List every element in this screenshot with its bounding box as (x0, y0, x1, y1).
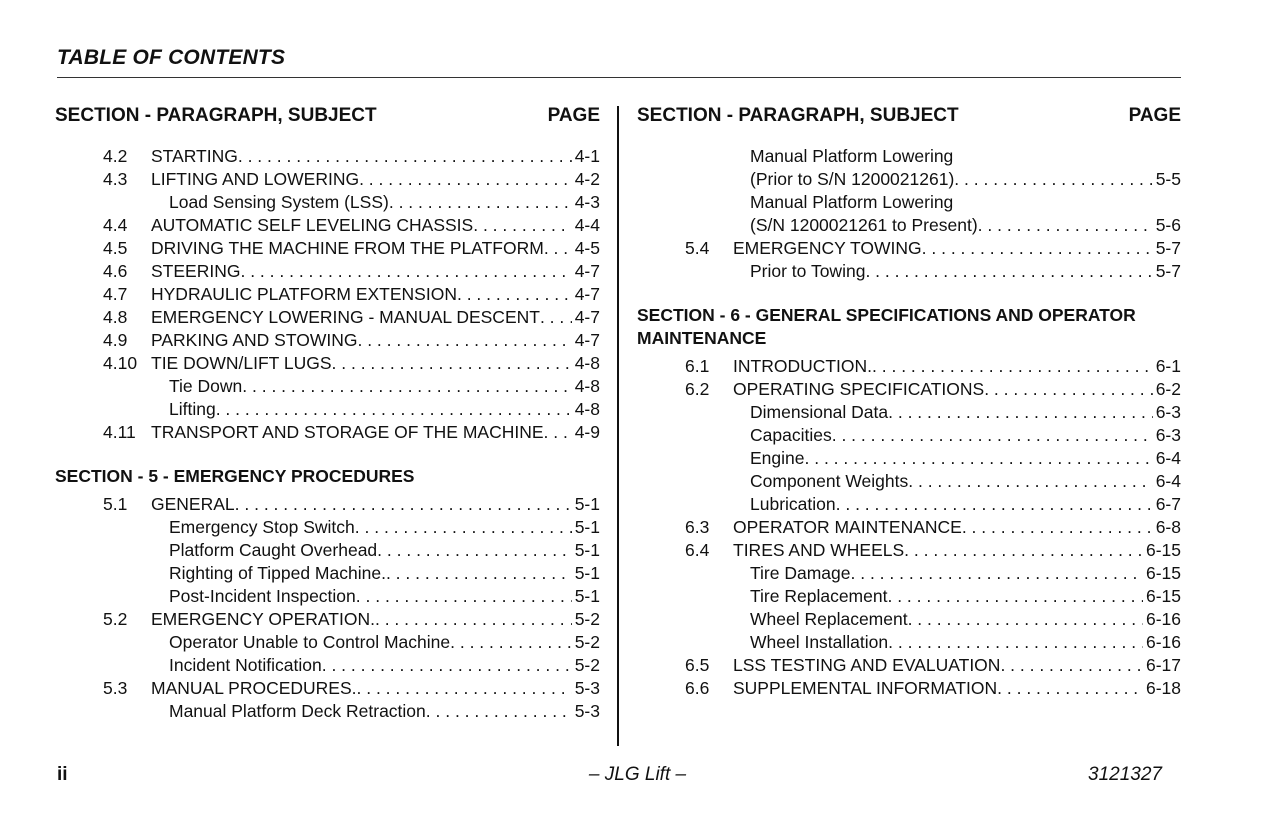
entry-page: 5-1 (574, 540, 600, 560)
dot-leader (978, 214, 1153, 237)
entry-number: 6.3 (685, 517, 710, 537)
entry-number: 6.5 (685, 655, 710, 675)
entry-subject: Platform Caught Overhead (169, 540, 378, 560)
entry-subject: Emergency Stop Switch (169, 517, 355, 537)
footer-doc-number: 3121327 (1088, 764, 1162, 785)
toc-entry[interactable] (637, 677, 1181, 700)
toc-entry[interactable] (55, 677, 600, 700)
entry-subject: Incident Notification (169, 655, 322, 675)
entry-subject: Post-Incident Inspection (169, 586, 356, 606)
toc-subentry[interactable] (637, 631, 1181, 654)
entry-number: 4.11 (103, 422, 136, 442)
entry-page: 5-3 (574, 701, 600, 721)
entry-number: 6.2 (685, 379, 710, 399)
dot-leader (355, 516, 572, 539)
toc-subentry[interactable] (637, 447, 1181, 470)
toc-subentry[interactable] (55, 191, 600, 214)
toc-subentry[interactable] (637, 493, 1181, 516)
dot-leader (473, 214, 571, 237)
dot-leader (544, 421, 572, 444)
toc-entry[interactable] (55, 329, 600, 352)
section-6-heading[interactable]: SECTION - 6 - GENERAL SPECIFICATIONS AND OPERATOR MAINTENANCE (637, 305, 1136, 348)
left-column (55, 103, 600, 723)
entry-page: 5-2 (574, 632, 600, 652)
dot-leader (888, 401, 1153, 424)
entry-subject: TIRES AND WHEELS (733, 540, 905, 560)
toc-entry[interactable] (55, 168, 600, 191)
entry-page: 6-17 (1145, 655, 1181, 675)
left-column-header (55, 103, 600, 129)
entry-subject: (Prior to S/N 1200021261) (750, 169, 955, 189)
entry-page: 5-5 (1155, 169, 1181, 189)
column-header-page: PAGE (547, 105, 600, 126)
entry-subject: OPERATING SPECIFICATIONS (733, 379, 985, 399)
entry-subject: Wheel Installation (750, 632, 889, 652)
entry-subject: EMERGENCY OPERATION. (151, 609, 375, 629)
dot-leader (997, 677, 1143, 700)
dot-leader (872, 355, 1153, 378)
entry-subject: HYDRAULIC PLATFORM EXTENSION (151, 284, 457, 304)
section-5-heading[interactable]: SECTION - 5 - EMERGENCY PROCEDURES (55, 466, 415, 486)
column-divider (617, 106, 619, 746)
entry-number: 6.6 (685, 678, 710, 698)
dot-leader (426, 700, 572, 723)
entry-number: 4.4 (103, 215, 128, 235)
entry-page: 4-2 (574, 169, 600, 189)
toc-subentry[interactable] (637, 424, 1181, 447)
toc-entry[interactable] (637, 654, 1181, 677)
column-header-page: PAGE (1128, 105, 1181, 126)
entry-subject: LIFTING AND LOWERING (151, 169, 360, 189)
entry-page: 6-4 (1155, 471, 1181, 491)
dot-leader (908, 608, 1143, 631)
dot-leader (962, 516, 1153, 539)
entry-number: 4.3 (103, 169, 128, 189)
entry-page: 4-8 (574, 353, 600, 373)
entry-subject: GENERAL (151, 494, 235, 514)
dot-leader (356, 585, 572, 608)
entry-page: 6-3 (1155, 402, 1181, 422)
dot-leader (389, 191, 572, 214)
toc-subentry[interactable] (55, 516, 600, 539)
entry-number: 5.2 (103, 609, 128, 629)
entry-number: 4.10 (103, 353, 138, 373)
entry-subject: (S/N 1200021261 to Present) (750, 215, 978, 235)
entry-subject: INTRODUCTION. (733, 356, 873, 376)
dot-leader (322, 654, 572, 677)
entry-number: 5.4 (685, 238, 710, 258)
entry-page: 4-8 (574, 399, 600, 419)
toc-subentry[interactable] (55, 539, 600, 562)
dot-leader (984, 378, 1153, 401)
dot-leader (450, 631, 572, 654)
toc-subentry[interactable] (55, 585, 600, 608)
toc-subentry[interactable] (55, 654, 600, 677)
entry-page: 6-8 (1155, 517, 1181, 537)
dot-leader (242, 375, 571, 398)
entry-number: 5.3 (103, 678, 128, 698)
entry-number: 4.5 (103, 238, 128, 258)
entry-page: 5-3 (574, 678, 600, 698)
entry-page: 4-4 (574, 215, 600, 235)
entry-subject: AUTOMATIC SELF LEVELING CHASSIS (151, 215, 474, 235)
dot-leader (216, 398, 572, 421)
toc-subentry[interactable] (637, 562, 1181, 585)
entry-number: 4.2 (103, 146, 128, 166)
dot-leader (888, 631, 1143, 654)
entry-number: 6.1 (685, 356, 710, 376)
entry-subject: TRANSPORT AND STORAGE OF THE MACHINE (151, 422, 544, 442)
toc-subentry[interactable] (637, 608, 1181, 631)
entry-page: 4-5 (574, 238, 600, 258)
dot-leader (540, 306, 572, 329)
entry-page: 5-1 (574, 517, 600, 537)
toc-entry[interactable] (637, 516, 1181, 539)
entry-subject: PARKING AND STOWING (151, 330, 358, 350)
toc-subentry-title-line[interactable]: Manual Platform Lowering (750, 146, 954, 166)
dot-leader (954, 168, 1152, 191)
toc-entry[interactable] (637, 539, 1181, 562)
toc-subentry[interactable] (55, 375, 600, 398)
right-column-header (637, 103, 1181, 129)
entry-page: 6-2 (1155, 379, 1181, 399)
toc-subentry[interactable] (55, 562, 600, 585)
entry-subject: Tie Down (169, 376, 243, 396)
entry-page: 6-15 (1145, 563, 1181, 583)
toc-subentry[interactable] (55, 700, 600, 723)
entry-page: 6-16 (1145, 632, 1181, 652)
toc-subentry[interactable] (637, 585, 1181, 608)
dot-leader (544, 237, 572, 260)
dot-leader (805, 447, 1153, 470)
dot-leader (908, 470, 1152, 493)
entry-page: 4-9 (574, 422, 600, 442)
page-title: TABLE OF CONTENTS (57, 46, 286, 69)
entry-subject: Dimensional Data (750, 402, 889, 422)
entry-page: 6-4 (1155, 448, 1181, 468)
entry-subject: Component Weights (750, 471, 909, 491)
toc-entry[interactable] (637, 237, 1181, 260)
toc-entry[interactable] (55, 260, 600, 283)
entry-page: 5-1 (574, 563, 600, 583)
toc-entry[interactable] (55, 352, 600, 375)
entry-page: 5-7 (1155, 238, 1181, 258)
entry-subject: Capacities (750, 425, 832, 445)
entry-subject: Load Sensing System (LSS) (169, 192, 389, 212)
toc-subentry[interactable] (637, 401, 1181, 424)
entry-number: 4.8 (103, 307, 128, 327)
toc-entry[interactable] (55, 608, 600, 631)
dot-leader (332, 352, 572, 375)
entry-subject: Lifting (169, 399, 216, 419)
entry-page: 6-3 (1155, 425, 1181, 445)
footer-brand: – JLG Lift – (588, 764, 687, 785)
entry-subject: OPERATOR MAINTENANCE (733, 517, 962, 537)
toc-entry[interactable] (55, 493, 600, 516)
entry-subject: STEERING (151, 261, 241, 281)
toc-entry[interactable] (55, 306, 600, 329)
entry-subject: EMERGENCY LOWERING - MANUAL DESCENT (151, 307, 540, 327)
footer-page-number: ii (57, 764, 68, 785)
entry-subject: Manual Platform Deck Retraction (169, 701, 426, 721)
entry-number: 6.4 (685, 540, 710, 560)
entry-subject: Engine (750, 448, 805, 468)
entry-subject: Tire Replacement (750, 586, 888, 606)
dot-leader (887, 585, 1143, 608)
entry-number: 4.6 (103, 261, 128, 281)
dot-leader (235, 493, 572, 516)
toc-entry[interactable] (637, 378, 1181, 401)
toc-subentry[interactable] (55, 398, 600, 421)
toc-subentry-title-line[interactable]: Manual Platform Lowering (750, 192, 954, 212)
dot-leader (238, 145, 572, 168)
dot-leader (836, 493, 1153, 516)
dot-leader (851, 562, 1143, 585)
entry-page: 6-18 (1145, 678, 1181, 698)
entry-page: 4-1 (574, 146, 600, 166)
entry-subject: Lubrication (750, 494, 836, 514)
dot-leader (357, 329, 571, 352)
entry-subject: TIE DOWN/LIFT LUGS (151, 353, 332, 373)
entry-page: 5-1 (574, 586, 600, 606)
entry-number: 4.9 (103, 330, 128, 350)
entry-number: 5.1 (103, 494, 128, 514)
toc-subentry[interactable] (55, 631, 600, 654)
dot-leader (357, 677, 572, 700)
entry-subject: MANUAL PROCEDURES. (151, 678, 357, 698)
toc-subentry[interactable] (637, 168, 1181, 191)
entry-page: 4-8 (574, 376, 600, 396)
entry-page: 5-2 (574, 609, 600, 629)
entry-page: 4-7 (574, 284, 600, 304)
toc-entry[interactable] (637, 355, 1181, 378)
dot-leader (457, 283, 572, 306)
entry-page: 4-7 (574, 261, 600, 281)
entry-page: 5-2 (574, 655, 600, 675)
entry-subject: Operator Unable to Control Machine (169, 632, 451, 652)
column-header-subject: SECTION - PARAGRAPH, SUBJECT (55, 105, 377, 126)
entry-subject: Tire Damage (750, 563, 851, 583)
entry-page: 4-3 (574, 192, 600, 212)
toc-entry[interactable] (55, 237, 600, 260)
right-column (637, 103, 1181, 700)
entry-subject: SUPPLEMENTAL INFORMATION (733, 678, 998, 698)
entry-page: 4-7 (574, 307, 600, 327)
dot-leader (904, 539, 1143, 562)
title-rule (57, 77, 1181, 78)
entry-page: 6-16 (1145, 609, 1181, 629)
entry-number: 4.7 (103, 284, 128, 304)
entry-subject: Prior to Towing (750, 261, 866, 281)
toc-entry[interactable] (55, 283, 600, 306)
entry-page: 5-7 (1155, 261, 1181, 281)
dot-leader (922, 237, 1153, 260)
toc-subentry[interactable] (637, 214, 1181, 237)
entry-page: 6-1 (1155, 356, 1181, 376)
toc-entry[interactable] (55, 145, 600, 168)
entry-subject: DRIVING THE MACHINE FROM THE PLATFORM (151, 238, 544, 258)
entry-page: 5-1 (574, 494, 600, 514)
dot-leader (832, 424, 1153, 447)
entry-page: 6-15 (1145, 540, 1181, 560)
entry-page: 6-15 (1145, 586, 1181, 606)
dot-leader (386, 562, 572, 585)
entry-subject: EMERGENCY TOWING (733, 238, 922, 258)
toc-subentry[interactable] (637, 260, 1181, 283)
column-header-subject: SECTION - PARAGRAPH, SUBJECT (637, 105, 959, 126)
entry-page: 4-7 (574, 330, 600, 350)
toc-entry[interactable] (55, 421, 600, 444)
entry-subject: Wheel Replacement (750, 609, 908, 629)
dot-leader (359, 168, 572, 191)
toc-subentry[interactable] (637, 470, 1181, 493)
entry-subject: STARTING (151, 146, 238, 166)
dot-leader (375, 608, 572, 631)
dot-leader (1000, 654, 1143, 677)
entry-page: 6-7 (1155, 494, 1181, 514)
entry-subject: LSS TESTING AND EVALUATION (733, 655, 1001, 675)
dot-leader (865, 260, 1152, 283)
toc-entry[interactable] (55, 214, 600, 237)
dot-leader (240, 260, 571, 283)
dot-leader (377, 539, 572, 562)
entry-subject: Righting of Tipped Machine. (169, 563, 386, 583)
entry-page: 5-6 (1155, 215, 1181, 235)
